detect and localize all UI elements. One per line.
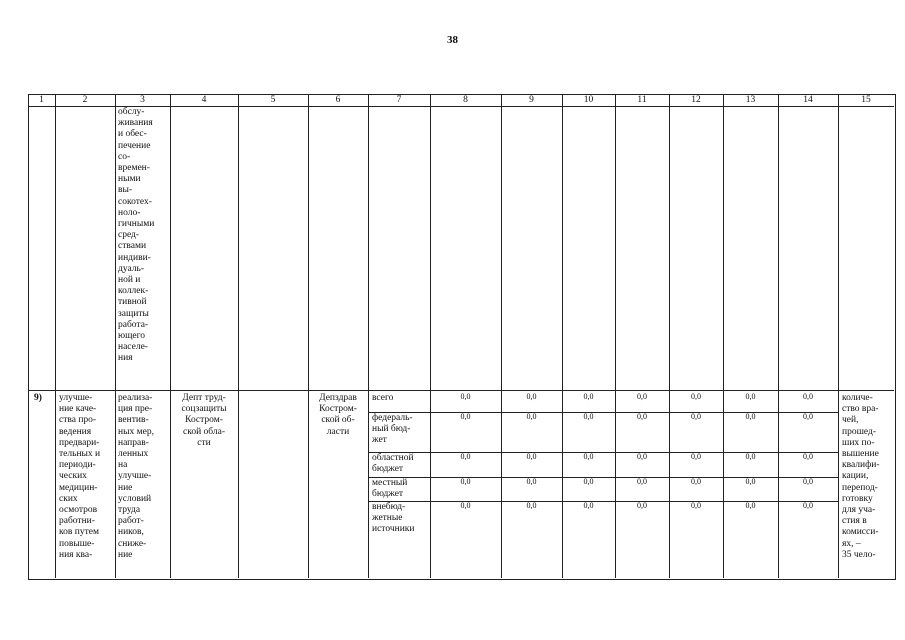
row-number: 9) [34,393,42,403]
cell-line: периоди- [59,460,96,471]
cell-line: ведения [59,426,92,437]
column-divider [55,94,56,578]
cell-line: ния [118,353,133,364]
cell-line: ласти [326,426,350,437]
cell-line: живания [118,118,153,129]
cell-line: условий [118,493,152,504]
funding-value: 0,0 [803,392,813,401]
funding-value: 0,0 [526,501,537,510]
cell-line: Костром- [319,404,357,415]
cell-line: обслу- [118,107,145,117]
funding-value: 0,0 [526,412,537,421]
funding-value: 0,0 [803,501,813,510]
cell-line: соцзащиты [181,404,227,415]
funding-value: 0,0 [745,412,756,421]
header-cell: 10 [583,95,594,105]
cell-line: направ- [118,437,149,448]
cell-line: медицин- [59,482,98,493]
cell-line: ших по- [842,437,875,448]
funding-value: 0,0 [637,477,647,486]
funding-value: 0,0 [691,412,701,421]
header-cell: 2 [82,95,88,105]
header-cell: 12 [691,95,701,105]
cell-line: Костром- [185,415,223,426]
cell-line: ской обла- [182,426,226,437]
cell-line: ноло- [118,207,141,218]
funding-value: 0,0 [637,412,647,421]
funding-source-line: внебюд- [372,502,406,512]
cell-line: ство вра- [842,404,879,415]
funding-value: 0,0 [691,501,701,510]
cell-line: ков путем [59,527,99,538]
cell-line: осмотров [59,505,98,516]
cell-line: комисси- [842,527,879,538]
funding-value: 0,0 [460,392,471,401]
cell-line: ными [118,174,141,185]
cell-line: для уча- [842,505,876,516]
cell-line: предвари- [59,437,100,448]
cell-line: сти [197,437,211,448]
funding-value: 0,0 [691,477,701,486]
row-divider [28,390,894,391]
funding-value: 0,0 [745,477,756,486]
cell-line: ствами [118,241,147,252]
funding-value: 0,0 [583,392,594,401]
cell-line: кации, [842,471,869,482]
cell-line: и обес- [118,129,147,140]
cell-line: ленных [118,449,149,460]
header-cell: 11 [637,95,647,105]
funding-source-line: местный [372,478,408,488]
cell-line: ющего [118,331,146,342]
funding-value: 0,0 [803,412,813,421]
column-divider [170,94,171,578]
cell-line: труда [118,505,141,516]
cell-line: Депздрав [319,393,357,403]
cell-line: дуаль- [118,263,144,274]
cell-line: повыше- [59,538,95,549]
funding-source-line: всего [372,393,394,403]
cell-line: чей, [842,415,859,426]
cell-line: количе- [842,393,873,403]
funding-value: 0,0 [460,477,471,486]
funding-value: 0,0 [583,412,594,421]
cell-line: ция пре- [118,404,153,415]
cell-line: ной и [118,275,141,286]
row9-indicator [842,393,890,561]
cell-line: вы- [118,185,133,196]
funding-source [372,502,424,536]
cell-line: ние [118,482,133,493]
header-cell: 8 [463,95,468,105]
cell-line: ях, – [842,538,861,549]
row9-activity [59,393,111,561]
cell-line: ных мер, [118,426,154,437]
cell-line: реализа- [118,393,153,403]
funding-value: 0,0 [803,477,813,486]
cell-line: ние каче- [59,404,97,415]
cell-line: работа- [118,319,149,330]
funding-source [372,393,424,404]
funding-source-line: источники [372,524,415,535]
cell-line: ние [118,549,133,560]
funding-value: 0,0 [526,392,537,401]
funding-value: 0,0 [637,452,647,461]
row9-measures [118,393,167,561]
cell-line: защиты [118,308,149,319]
funding-value: 0,0 [745,392,756,401]
funding-value: 0,0 [460,412,471,421]
funding-value: 0,0 [460,501,471,510]
cell-line: сред- [118,230,140,241]
funding-value: 0,0 [637,501,647,510]
funding-source-line: жетные [372,513,403,524]
cell-line: сниже- [118,538,147,549]
funding-source [372,478,424,500]
header-cell: 14 [803,95,813,105]
cell-line: улучше- [59,393,93,403]
funding-value: 0,0 [526,452,537,461]
header-cell: 9 [529,95,534,105]
funding-source-line: федераль- [372,413,413,423]
funding-value: 0,0 [803,452,813,461]
cell-line: ской об- [321,415,355,426]
funding-value: 0,0 [583,501,594,510]
column-divider [308,94,309,578]
header-cell: 13 [745,95,756,105]
cell-line: квалифи- [842,460,880,471]
funding-source-line: ный бюд- [372,424,411,435]
funding-source-line: областной [372,453,414,463]
header-cell: 3 [140,95,145,105]
funding-source [372,413,424,447]
funding-value: 0,0 [526,477,537,486]
cell-line: гичными [118,219,155,230]
cell-line: стия в [842,516,867,527]
cell-line: улучше- [118,471,152,482]
cell-line: со- [118,151,131,162]
cell-line: 35 чело- [842,549,876,560]
cell-line: тивной [118,297,147,308]
cell-line: ческих [59,471,87,482]
cell-line: населе- [118,342,148,353]
funding-value: 0,0 [583,477,594,486]
cell-line: перепод- [842,482,878,493]
funding-value: 0,0 [460,452,471,461]
cell-line: работни- [59,516,95,527]
cell-line: вентив- [118,415,149,426]
cell-line: ния ква- [59,549,93,560]
cell-line: тельных и [59,449,101,460]
row9-coexecutor [311,393,365,438]
funding-value: 0,0 [637,392,647,401]
header-cell: 7 [396,95,402,105]
funding-value: 0,0 [745,501,756,510]
cell-line: готовку [842,493,873,504]
row9-executor [174,393,234,449]
cell-line: индиви- [118,252,151,263]
funding-value: 0,0 [583,452,594,461]
page-number: 38 [447,34,458,46]
funding-source-line: бюджет [372,464,404,475]
column-divider [115,94,116,578]
funding-value: 0,0 [745,452,756,461]
cell-line: вышение [842,449,879,460]
header-cell: 6 [335,95,341,105]
header-cell: 5 [270,95,276,105]
cell-line: печение [118,140,151,151]
header-cell: 4 [201,95,207,105]
cell-line: коллек- [118,286,149,297]
cell-line: времен- [118,163,150,174]
header-cell: 1 [39,95,44,105]
cell-line: Депт труд- [182,393,226,403]
funding-source-line: бюджет [372,489,404,500]
cell-line: на [118,460,128,471]
cell-line: ства про- [59,415,97,426]
continuation-col3 [118,107,167,365]
column-divider [368,94,369,578]
cell-line: ских [59,493,78,504]
cell-line: ников, [118,527,144,538]
column-divider [838,94,839,578]
header-cell: 15 [861,95,871,105]
cell-line: работ- [118,516,144,527]
cell-line: сокотех- [118,196,152,207]
cell-line: прошед- [842,426,876,437]
funding-value: 0,0 [691,392,701,401]
funding-source [372,453,424,475]
funding-value: 0,0 [691,452,701,461]
funding-source-line: жет [372,435,387,446]
column-divider [238,94,239,578]
